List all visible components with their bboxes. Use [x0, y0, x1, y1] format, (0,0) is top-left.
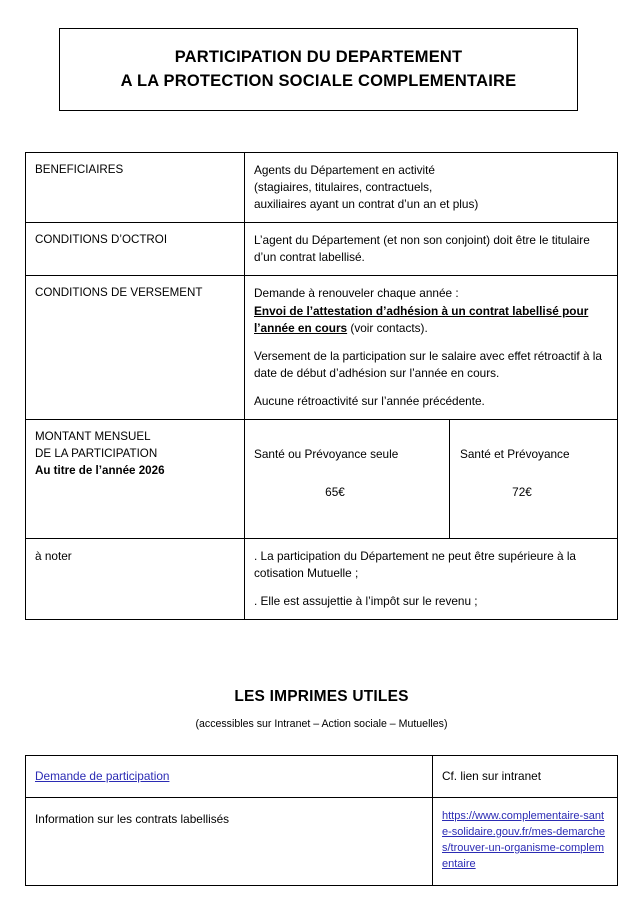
imprimes-links-table — [25, 755, 618, 886]
participation-details-table — [25, 152, 618, 620]
montant-option-1-header: Santé ou Prévoyance seule — [254, 447, 399, 462]
information-contrats-label: Information sur les contrats labellisés — [35, 812, 230, 827]
montant-options-row — [245, 420, 617, 538]
row-label-conditions-versement: CONDITIONS DE VERSEMENT — [35, 286, 203, 300]
montant-option-2-cell — [450, 420, 618, 538]
row-label-conditions-versement-cell — [26, 276, 245, 420]
document-title-box — [59, 28, 578, 111]
spacer-3 — [254, 582, 609, 593]
beneficiaires-line-2: (stagiaires, titulaires, contractuels, — [254, 180, 433, 195]
table-row-beneficiaires — [26, 153, 618, 223]
demande-participation-reference: Cf. lien sur intranet — [442, 769, 542, 783]
montant-label-line-3: Au titre de l’année 2026 — [35, 463, 165, 477]
table-row-information-contrats — [26, 798, 618, 886]
versement-emphasis-tail: (voir contacts). — [347, 320, 428, 335]
row-label-montant-cell — [26, 420, 245, 539]
complementaire-sante-solidaire-link[interactable]: https://www.complementaire-sante-solidaire.gouv.fr/mes-demarches/trouver-un-organisme-complementaire — [442, 810, 606, 870]
table-row-conditions-versement — [26, 276, 618, 420]
row-content-conditions-octroi-cell — [245, 223, 618, 276]
beneficiaires-line-1: Agents du Département en activité — [254, 163, 435, 177]
demande-participation-link[interactable]: Demande de participation — [35, 769, 170, 783]
table-row-conditions-octroi — [26, 223, 618, 276]
montant-option-1-value: 65€ — [325, 485, 345, 500]
montant-label-line-2: DE LA PARTICIPATION — [35, 446, 158, 460]
demande-participation-cell — [26, 756, 433, 798]
document-title-line-1: PARTICIPATION DU DEPARTEMENT — [174, 48, 463, 67]
table-row-demande-participation — [26, 756, 618, 798]
montant-option-2-header: Santé et Prévoyance — [460, 447, 570, 462]
document-title-line-2: A LA PROTECTION SOCIALE COMPLEMENTAIRE — [120, 71, 517, 90]
row-label-conditions-octroi: CONDITIONS D’OCTROI — [35, 233, 168, 247]
montant-label-line-1: MONTANT MENSUEL — [35, 430, 151, 444]
row-content-montant-cell — [245, 420, 618, 539]
montant-option-1-cell — [245, 420, 450, 538]
row-content-conditions-versement-cell — [245, 276, 618, 420]
row-label-a-noter-cell — [26, 538, 245, 619]
versement-intro: Demande à renouveler chaque année : — [254, 286, 459, 301]
demande-participation-reference-cell — [433, 756, 618, 798]
row-content-beneficiaires-cell — [245, 153, 618, 223]
information-contrats-url-cell — [433, 798, 618, 886]
a-noter-item-1: . La participation du Département ne peut être supérieure à la cotisation Mutuelle ; — [254, 548, 576, 581]
beneficiaires-line-3: auxiliaires ayant un contrat d’un an et plus) — [254, 197, 479, 212]
table-row-a-noter — [26, 538, 618, 619]
versement-emphasis-block — [254, 303, 609, 337]
row-label-beneficiaires-cell — [26, 153, 245, 223]
row-label-conditions-octroi-cell — [26, 223, 245, 276]
row-label-beneficiaires: BENEFICIAIRES — [35, 163, 124, 176]
montant-options-table — [245, 420, 617, 538]
versement-paragraph-3: Aucune rétroactivité sur l’année précédente. — [254, 393, 485, 408]
row-label-a-noter: à noter — [35, 548, 72, 563]
spacer-1 — [254, 337, 609, 348]
versement-emphasis: Envoi de l’attestation d’adhésion à un contrat labellisé pour l’année en cours — [254, 303, 589, 335]
montant-option-2-value: 72€ — [512, 485, 532, 500]
row-content-a-noter-cell — [245, 538, 618, 619]
imprimes-section-subheading: (accessibles sur Intranet – Action sociale – Mutuelles) — [195, 718, 448, 730]
spacer-2 — [254, 382, 609, 393]
a-noter-item-2: . Elle est assujettie à l’impôt sur le revenu ; — [254, 594, 478, 609]
table-row-montant — [26, 420, 618, 539]
imprimes-section-heading: LES IMPRIMES UTILES — [234, 688, 409, 705]
conditions-octroi-text: L’agent du Département (et non son conjoint) doit être le titulaire d’un contrat labellisé. — [254, 233, 590, 265]
versement-paragraph-2: Versement de la participation sur le salaire avec effet rétroactif à la date de début d’adhésion sur l’année en cours. — [254, 348, 602, 380]
information-contrats-cell — [26, 798, 433, 886]
